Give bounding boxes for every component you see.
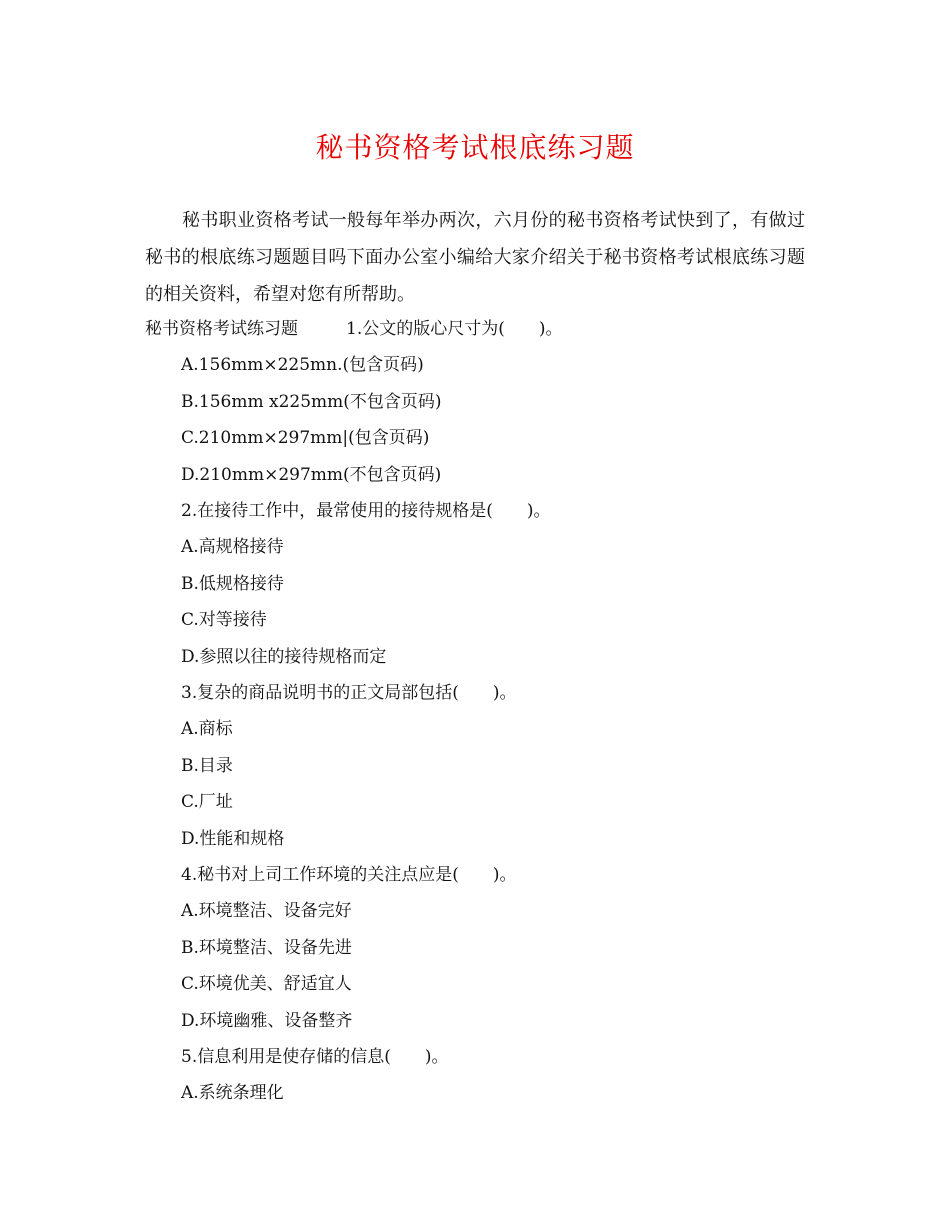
intro-paragraph: 秘书职业资格考试一般每年举办两次，六月份的秘书资格考试快到了，有做过秘书的根底练习题题目吗下面办公室小编给大家介绍关于秘书资格考试根底练习题的相关资料，希望对您有所帮助。 (145, 210, 805, 305)
question-2: 2.在接待工作中，最常使用的接待规格是( )。 (181, 501, 551, 521)
section-label: 秘书资格考试练习题 (145, 319, 298, 339)
option-4b: B.环境整洁、设备先进 (181, 938, 352, 958)
option-4d: D.环境幽雅、设备整齐 (181, 1011, 353, 1031)
option-1c: C.210mm×297mm|(包含页码) (181, 428, 430, 448)
question-3: 3.复杂的商品说明书的正文局部包括( )。 (181, 683, 517, 703)
option-4a: A.环境整洁、设备完好 (181, 901, 352, 921)
question-4: 4.秘书对上司工作环境的关注点应是( )。 (181, 865, 517, 885)
option-3a: A.商标 (181, 719, 233, 739)
option-1b: B.156mm x225mm(不包含页码) (181, 392, 442, 412)
question-1: 1.公文的版心尺寸为( )。 (346, 319, 563, 339)
option-1d: D.210mm×297mm(不包含页码) (181, 465, 442, 485)
option-3c: C.厂址 (181, 792, 233, 812)
option-3b: B.目录 (181, 756, 233, 776)
option-2d: D.参照以往的接待规格而定 (181, 647, 387, 667)
option-2c: C.对等接待 (181, 610, 267, 630)
document-title: 秘书资格考试根底练习题 (315, 131, 635, 164)
option-5a: A.系统条理化 (181, 1083, 284, 1103)
option-2a: A.高规格接待 (181, 537, 284, 557)
option-4c: C.环境优美、舒适宜人 (181, 974, 352, 994)
question-5: 5.信息利用是使存储的信息( )。 (181, 1047, 449, 1067)
option-2b: B.低规格接待 (181, 574, 284, 594)
option-1a: A.156mm×225mn.(包含页码) (181, 355, 424, 375)
option-3d: D.性能和规格 (181, 829, 285, 849)
